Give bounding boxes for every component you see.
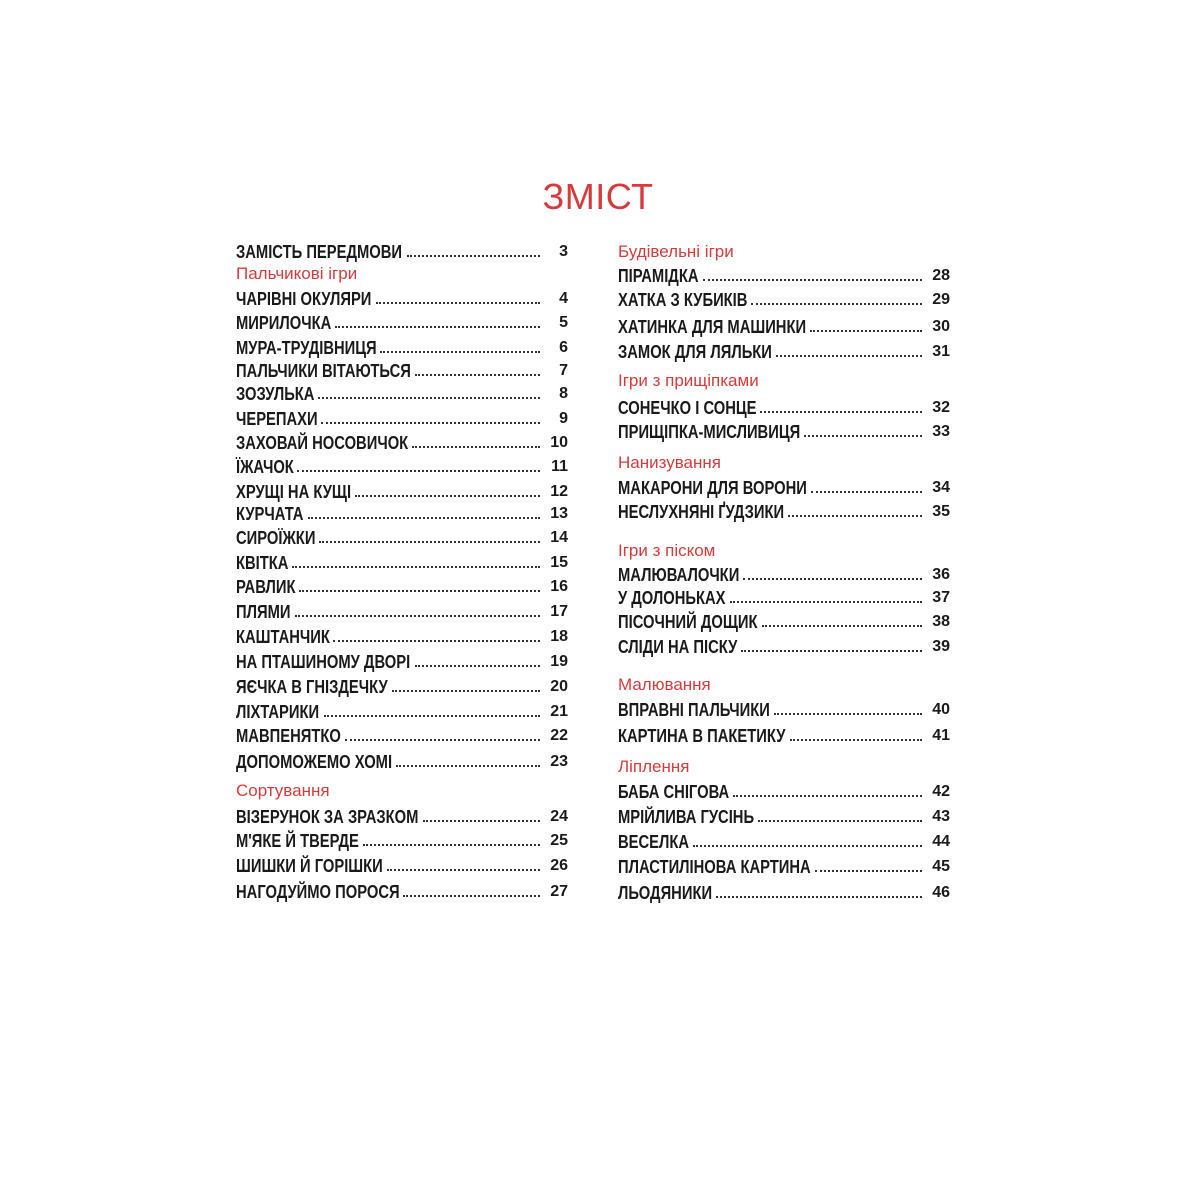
page-number: 27 [550,883,568,900]
toc-section-heading [236,777,568,801]
page-number: 11 [551,458,568,475]
page-number: 14 [550,529,568,546]
page-number: 18 [550,628,568,645]
toc-entry[interactable] [236,698,568,722]
dot-leader [324,715,540,717]
entry-title: МРІЙЛИВА ГУСІНЬ [618,807,755,827]
entry-title: ЧЕРЕПАХИ [236,409,318,429]
toc-entry[interactable] [236,478,568,502]
dot-leader [733,795,922,797]
dot-leader [321,422,540,424]
page-number: 35 [932,503,950,520]
toc-entry[interactable] [618,828,950,852]
page-number: 7 [559,362,568,379]
toc-entry[interactable] [236,357,568,381]
toc-section-heading [618,671,950,695]
dot-leader [396,765,540,767]
dot-leader [407,255,541,257]
dot-leader [751,303,922,305]
section-title: Нанизування [618,453,721,472]
entry-title: ВЕСЕЛКА [618,832,690,852]
toc-entry[interactable] [618,262,950,286]
toc-section-heading [618,537,950,561]
entry-title: ЇЖАЧОК [236,457,294,477]
section-title: Сортування [236,781,330,800]
dot-leader [743,578,922,580]
entry-title: КВІТКА [236,553,289,573]
toc-entry[interactable] [236,405,568,429]
dot-leader [788,515,922,517]
dot-leader [716,896,922,898]
page-number: 20 [550,678,568,695]
toc-entry[interactable] [236,238,568,262]
page-title: ЗМІСТ [542,176,654,217]
toc-entry[interactable] [618,394,950,418]
section-title: Малювання [618,675,711,694]
entry-title: ЛІХТАРИКИ [236,702,320,722]
toc-section-heading [618,367,950,391]
toc-entry[interactable] [236,429,568,453]
toc-entry[interactable] [618,853,950,877]
dot-leader [762,625,922,627]
toc-entry[interactable] [236,500,568,524]
entry-title: ХРУЩІ НА КУЩІ [236,482,352,502]
dot-leader [292,566,540,568]
entry-title: ЗАМОК ДЛЯ ЛЯЛЬКИ [618,342,772,362]
toc-entry[interactable] [618,608,950,632]
page-number: 42 [932,783,950,800]
page-number: 41 [932,727,950,744]
dot-leader [815,870,922,872]
dot-leader [376,302,540,304]
page-number: 4 [559,290,568,307]
entry-title: СЛІДИ НА ПІСКУ [618,637,738,657]
page-number: 23 [550,753,568,770]
toc-entry[interactable] [618,418,950,442]
toc-entry[interactable] [618,584,950,608]
dot-leader [319,541,540,543]
dot-leader [392,690,540,692]
dot-leader [345,739,540,741]
toc-entry[interactable] [236,673,568,697]
entry-title: МАЛЮВАЛОЧКИ [618,565,740,585]
page-number: 37 [932,589,950,606]
page-number: 28 [932,267,950,284]
entry-title: КУРЧАТА [236,504,304,524]
entry-title: ШИШКИ Й ГОРІШКИ [236,856,383,876]
page-number: 10 [550,434,568,451]
dot-leader [380,351,540,353]
page-number: 12 [550,483,568,500]
toc-entry[interactable] [236,852,568,876]
entry-title: М'ЯКЕ Й ТВЕРДЕ [236,831,359,851]
dot-leader [412,446,540,448]
toc-section-heading [618,449,950,473]
page-number: 38 [932,613,950,630]
toc-entry[interactable] [236,878,568,902]
entry-title: ПЛЯМИ [236,602,291,622]
toc-entry[interactable] [236,748,568,772]
entry-title: БАБА СНІГОВА [618,782,730,802]
dot-leader [760,411,922,413]
toc-entry[interactable] [618,561,950,585]
section-title: Ігри з піском [618,541,716,560]
entry-title: СОНЕЧКО І СОНЦЕ [618,398,757,418]
page-number: 21 [550,703,568,720]
page-number: 26 [550,857,568,874]
page-number: 13 [550,505,568,522]
toc-entry[interactable] [236,453,568,477]
entry-title: У ДОЛОНЬКАХ [618,588,726,608]
dot-leader [758,820,922,822]
dot-leader [804,435,922,437]
dot-leader [308,517,540,519]
toc-entry[interactable] [618,474,950,498]
dot-leader [415,665,540,667]
dot-leader [415,374,540,376]
toc-entry[interactable] [618,778,950,802]
section-title: Пальчикові ігри [236,264,358,283]
page-number: 16 [550,578,568,595]
toc-entry[interactable] [236,648,568,672]
entry-title: ВПРАВНІ ПАЛЬЧИКИ [618,700,770,720]
toc-entry[interactable] [236,598,568,622]
entry-title: НА ПТАШИНОМУ ДВОРІ [236,652,411,672]
toc-entry[interactable] [618,879,950,903]
page-number: 46 [932,884,950,901]
toc-entry[interactable] [236,573,568,597]
dot-leader [363,844,540,846]
page-number: 40 [932,701,950,718]
dot-leader [295,615,540,617]
entry-title: ЗОЗУЛЬКА [236,384,315,404]
entry-title: МАКАРОНИ ДЛЯ ВОРОНИ [618,478,807,498]
dot-leader [335,326,540,328]
page-number: 34 [932,479,950,496]
entry-title: ПЛАСТИЛІНОВА КАРТИНА [618,857,811,877]
page-number: 30 [932,318,950,335]
entry-title: ХАТИНКА ДЛЯ МАШИНКИ [618,317,807,337]
toc-entry[interactable] [618,803,950,827]
toc-entry[interactable] [618,696,950,720]
dot-leader [299,590,540,592]
page-number: 3 [559,243,568,260]
toc-section-heading [618,238,950,262]
entry-title: НЕСЛУХНЯНІ ҐУДЗИКИ [618,502,785,522]
dot-leader [741,650,922,652]
entry-title: ПАЛЬЧИКИ ВІТАЮТЬСЯ [236,361,411,381]
entry-title: КАШТАНЧИК [236,627,330,647]
dot-leader [387,869,540,871]
dot-leader [774,713,922,715]
entry-title: НАГОДУЙМО ПОРОСЯ [236,882,400,902]
entry-title: ПІСОЧНИЙ ДОЩИК [618,612,758,632]
page-number: 8 [559,385,568,402]
entry-title: ЧАРІВНІ ОКУЛЯРИ [236,289,372,309]
dot-leader [810,330,922,332]
dot-leader [355,495,540,497]
toc-entry[interactable] [236,334,568,358]
entry-title: ПІРАМІДКА [618,266,699,286]
page-number: 39 [932,638,950,655]
dot-leader [318,397,540,399]
entry-title: ДОПОМОЖЕМО ХОМІ [236,752,393,772]
page-number: 29 [932,291,950,308]
section-title: Ігри з прищіпками [618,371,759,390]
page-number: 45 [932,858,950,875]
dot-leader [333,640,540,642]
dot-leader [776,355,922,357]
dot-leader [423,820,540,822]
page-number: 43 [932,808,950,825]
toc-entry[interactable] [236,623,568,647]
entry-title: ХАТКА З КУБИКІВ [618,290,748,310]
page-number: 24 [550,808,568,825]
dot-leader [403,895,540,897]
entry-title: ВІЗЕРУНОК ЗА ЗРАЗКОМ [236,807,419,827]
page-number: 17 [550,603,568,620]
page-number: 15 [550,554,568,571]
toc-entry[interactable] [618,498,950,522]
dot-leader [297,470,540,472]
entry-title: МАВПЕНЯТКО [236,726,341,746]
toc-entry[interactable] [618,313,950,337]
dot-leader [811,491,922,493]
toc-entry[interactable] [236,549,568,573]
entry-title: РАВЛИК [236,577,296,597]
page-number: 33 [932,423,950,440]
entry-title: МИРИЛОЧКА [236,313,332,333]
page-number: 19 [550,653,568,670]
entry-title: СИРОЇЖКИ [236,528,316,548]
toc-entry[interactable] [618,633,950,657]
toc-section-heading [236,260,568,284]
toc-section-heading [618,753,950,777]
page-number: 6 [559,339,568,356]
section-title: Будівельні ігри [618,242,734,261]
page-number: 44 [932,833,950,850]
section-title: Ліплення [618,757,690,776]
page-number: 25 [550,832,568,849]
page-number: 36 [932,566,950,583]
dot-leader [693,845,922,847]
entry-title: ЛЬОДЯНИКИ [618,883,713,903]
toc-entry[interactable] [236,309,568,333]
toc-entry[interactable] [618,722,950,746]
toc-entry[interactable] [618,286,950,310]
page-number: 32 [932,399,950,416]
entry-title: ПРИЩІПКА-МИСЛИВИЦЯ [618,422,801,442]
toc-entry[interactable] [236,285,568,309]
entry-title: ЯЄЧКА В ГНІЗДЕЧКУ [236,677,388,697]
toc-entry[interactable] [236,803,568,827]
page-number: 31 [932,343,950,360]
toc-entry[interactable] [236,722,568,746]
toc-entry[interactable] [236,380,568,404]
dot-leader [790,739,922,741]
entry-title: ЗАМІСТЬ ПЕРЕДМОВИ [236,242,403,262]
entry-title: КАРТИНА В ПАКЕТИКУ [618,726,786,746]
toc-entry[interactable] [236,524,568,548]
toc-entry[interactable] [236,827,568,851]
page-number: 22 [550,727,568,744]
page-number: 9 [559,410,568,427]
dot-leader [730,601,922,603]
page-number: 5 [559,314,568,331]
entry-title: ЗАХОВАЙ НОСОВИЧОК [236,433,409,453]
toc-entry[interactable] [618,338,950,362]
entry-title: МУРА-ТРУДІВНИЦЯ [236,338,377,358]
dot-leader [703,279,922,281]
